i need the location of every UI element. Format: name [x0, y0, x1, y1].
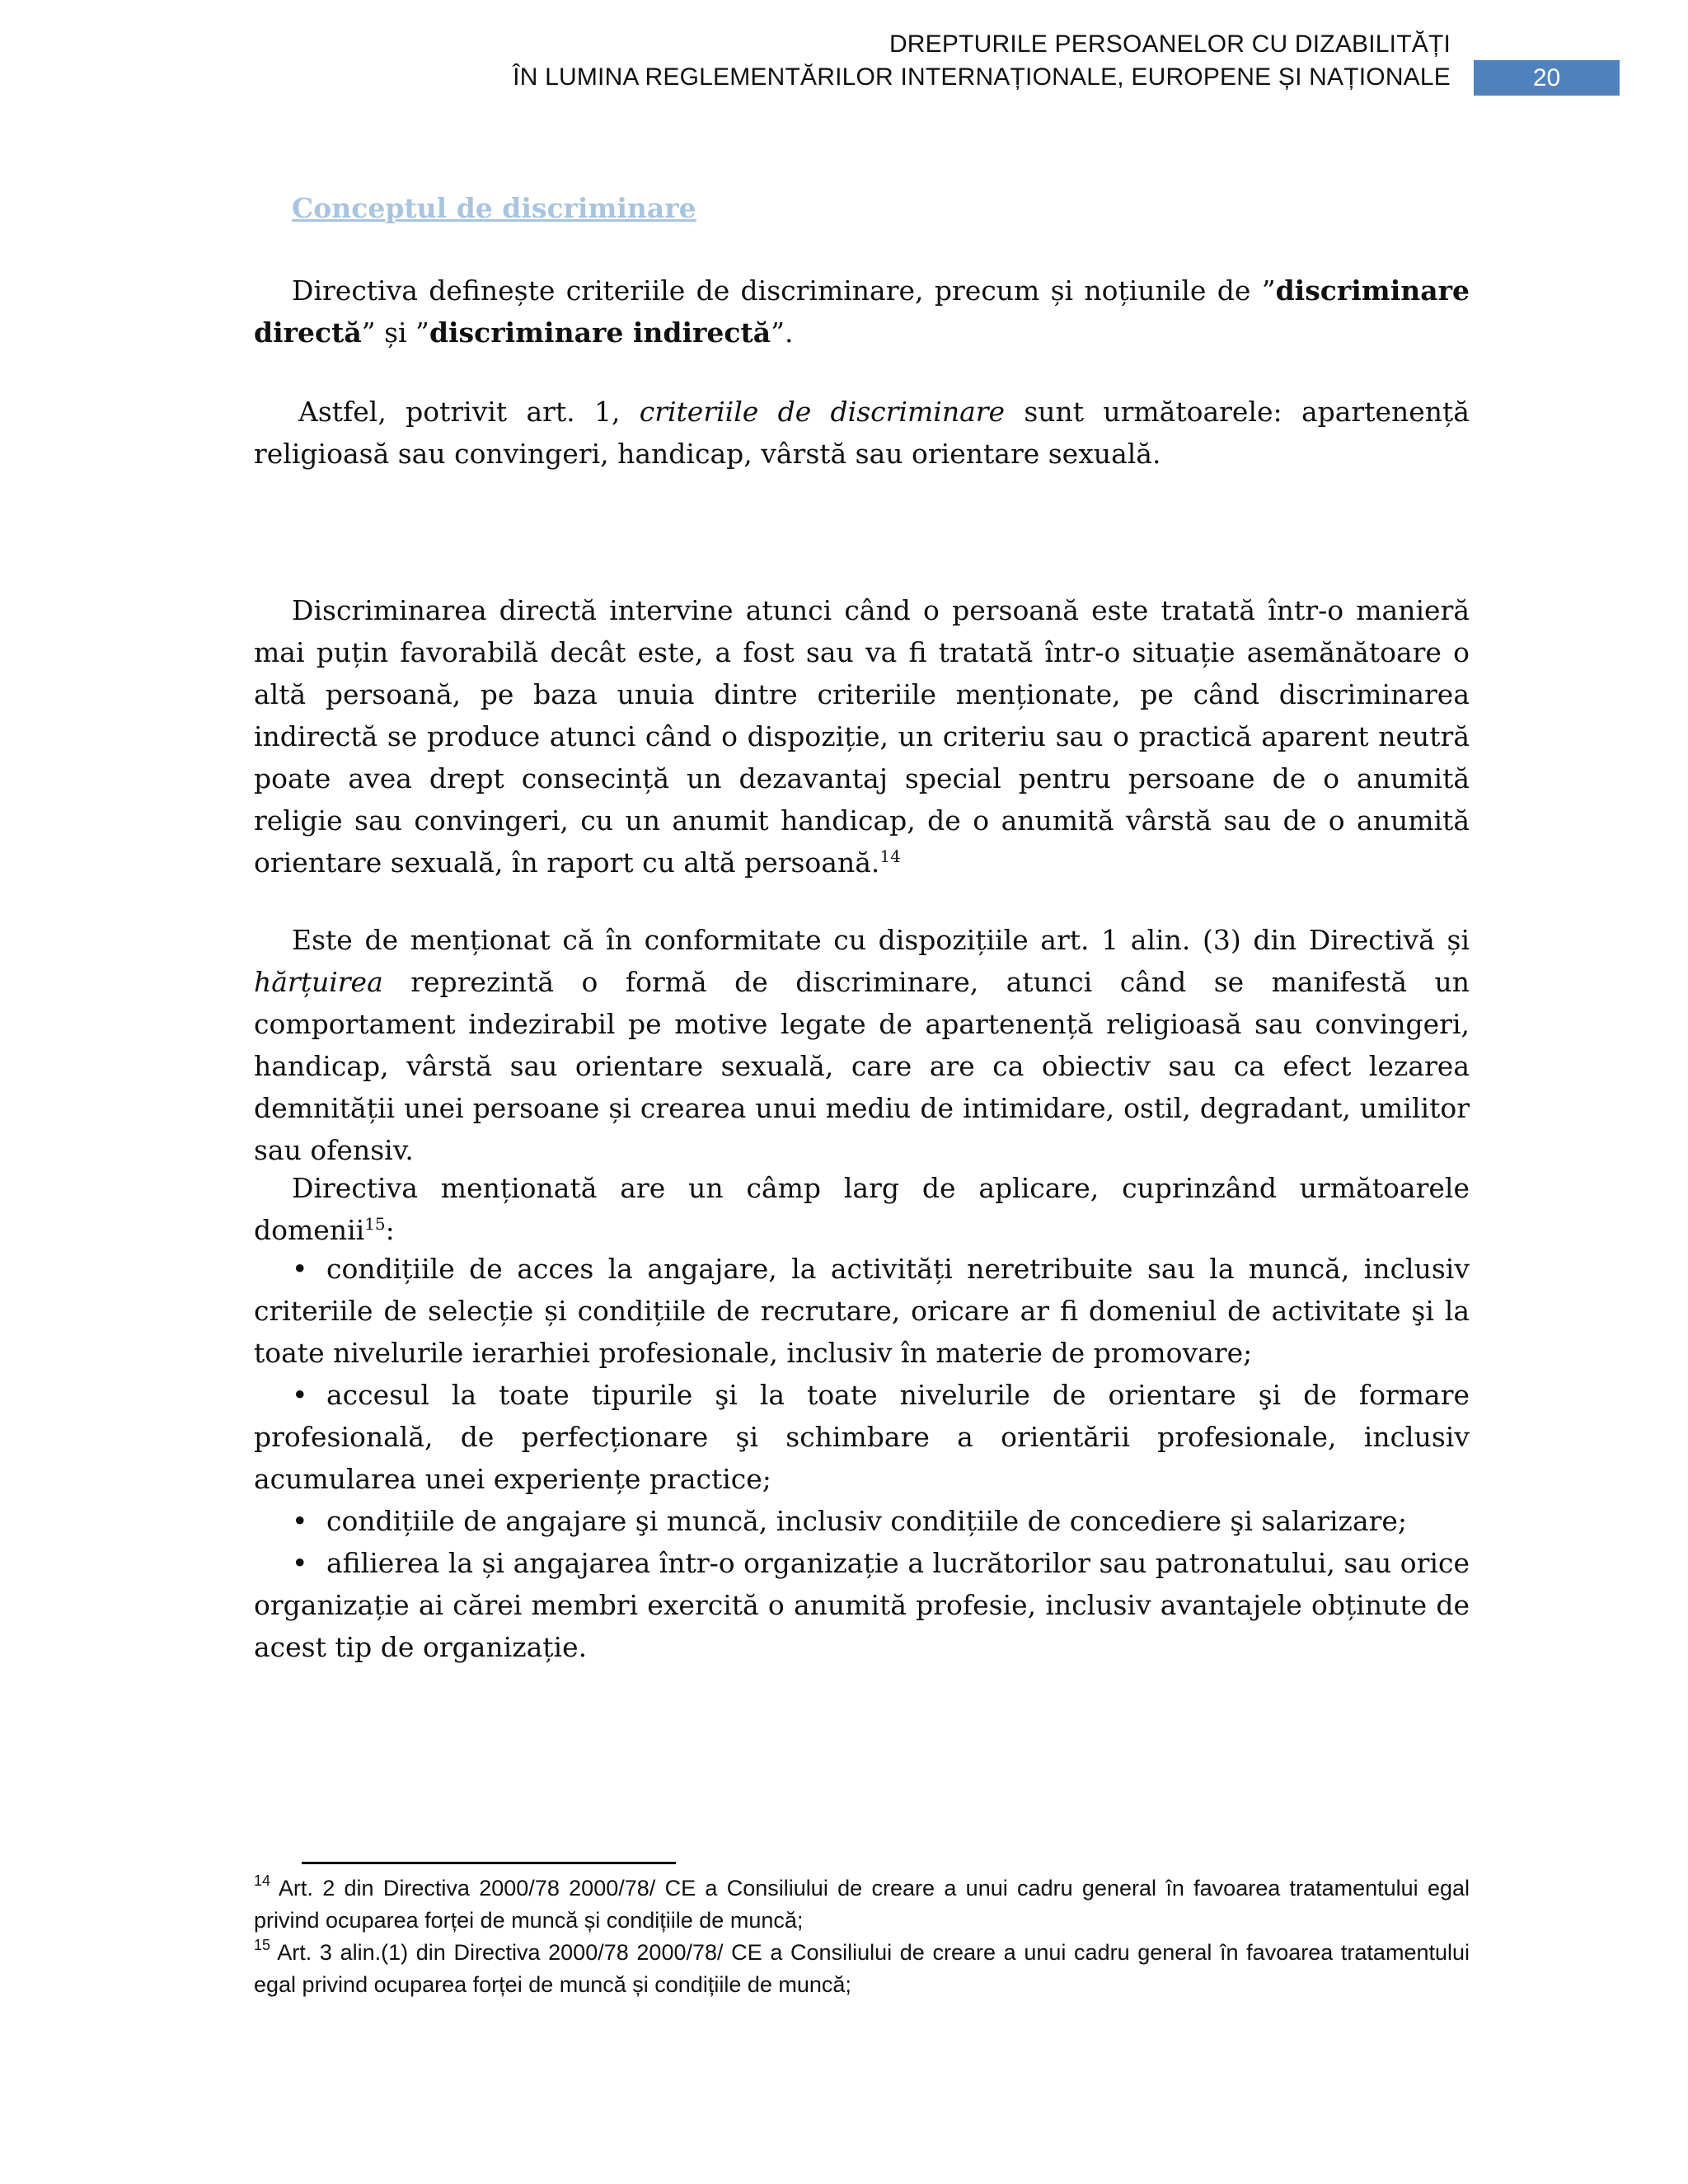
p2-italic-criteria: criteriile de discriminare	[639, 396, 1006, 428]
footnote-14	[254, 1872, 1470, 1937]
paragraph-direct-indirect	[254, 589, 1470, 883]
bullet-3-text: condițiile de angajare şi muncă, inclusiv condițiile de concediere şi salarizare;	[326, 1505, 1408, 1537]
p1-text-3: ”.	[771, 316, 794, 349]
p5-tail: :	[385, 1214, 395, 1246]
footnote-14-number: 14	[254, 1872, 271, 1889]
footnote-15-text: Art. 3 alin.(1) din Directiva 2000/78 2000/78/ CE a Consiliului de creare a unui cadru general în favoarea tratamentului egal privind ocuparea forței de muncă și condițiile de muncă;	[254, 1940, 1470, 1997]
p2-text-1: Astfel, potrivit art. 1,	[298, 396, 640, 428]
paragraph-harassment	[254, 919, 1470, 1171]
bullet-list	[254, 1248, 1470, 1668]
footnote-15	[254, 1937, 1470, 2001]
running-header-line-1: DREPTURILE PERSOANELOR CU DIZABILITĂȚI	[889, 30, 1451, 58]
list-item	[254, 1542, 1470, 1668]
p1-text-2: ” și ”	[361, 316, 429, 349]
list-item	[254, 1374, 1470, 1500]
footnote-ref-15[interactable]: 15	[364, 1214, 386, 1234]
bullet-icon: •	[292, 1547, 308, 1579]
bullet-icon: •	[292, 1505, 308, 1537]
section-heading-link[interactable]: Conceptul de discriminare	[292, 192, 696, 224]
paragraph-criteria	[254, 391, 1470, 475]
footnote-separator	[302, 1862, 676, 1864]
bullet-4-text: afilierea la și angajarea într-o organizație a lucrătorilor sau patronatului, sau orice organizație ai cărei membri exercită o anumită profesie, inclusiv avantajele obținute de acest tip de organizație.	[254, 1547, 1470, 1663]
p1-text-1: Directiva definește criteriile de discriminare, precum și noțiunile de ”	[292, 274, 1276, 307]
p3-text: Discriminarea directă intervine atunci când o persoană este tratată într-o manieră mai puțin favorabilă decât este, a fost sau va fi tratată într-o situație asemănătoare o altă persoană, pe baza unuia dintre criteriile menționate, pe când discriminarea indirectă se produce atunci când o dispoziție, un criteriu sau o practică aparent neutră poate avea drept consecință un dezavantaj special pentru persoane de o anumită religie sau convingeri, cu un anumit handicap, de o anumită vârstă sau de o anumită orientare sexuală, în raport cu altă persoană.	[254, 594, 1470, 879]
footnote-15-number: 15	[254, 1937, 271, 1953]
footnote-ref-14[interactable]: 14	[879, 846, 901, 866]
p4-text-1: Este de menționat că în conformitate cu dispozițiile art. 1 alin. (3) din Directivă și	[292, 924, 1470, 956]
p4-italic-harassment: hărțuirea	[254, 966, 383, 998]
paragraph-definitions	[254, 269, 1470, 354]
p2-text-2: sunt următoarele: apartenență religioasă sau convingeri, handicap, vârstă sau orientare sexuală.	[254, 396, 1470, 470]
bullet-icon: •	[292, 1379, 308, 1411]
list-item	[254, 1500, 1470, 1542]
bullet-1-text: condițiile de acces la angajare, la activități neretribuite sau la muncă, inclusiv criteriile de selecție și condițiile de recrutare, oricare ar fi domeniul de activitate şi la toate nivelurile ierarhiei profesionale, inclusiv în materie de promovare;	[254, 1253, 1470, 1369]
running-header-line-2: ÎN LUMINA REGLEMENTĂRILOR INTERNAȚIONALE, EUROPENE ȘI NAȚIONALE	[513, 63, 1451, 91]
p4-text-2: reprezintă o formă de discriminare, atunci când se manifestă un comportament indezirabil pe motive legate de apartenență religioasă sau convingeri, handicap, vârstă sau orientare sexuală, care are ca obiectiv sau ca efect lezarea demnității unei persoane și crearea unui mediu de intimidare, ostil, degradant, umilitor sau ofensiv.	[254, 966, 1470, 1166]
paragraph-scope	[254, 1167, 1470, 1251]
page-number-badge: 20	[1474, 60, 1620, 96]
p1-bold-direct: discriminare directă	[254, 274, 1470, 349]
bullet-2-text: accesul la toate tipurile şi la toate nivelurile de orientare şi de formare profesională, de perfecționare şi schimbare a orientării profesionale, inclusiv acumularea unei experiențe practice;	[254, 1379, 1470, 1495]
p1-bold-indirect: discriminare indirectă	[429, 316, 771, 349]
list-item	[254, 1248, 1470, 1374]
bullet-icon: •	[292, 1253, 308, 1285]
footnote-14-text: Art. 2 din Directiva 2000/78 2000/78/ CE a Consiliului de creare a unui cadru general în favoarea tratamentului egal privind ocuparea forței de muncă și condițiile de muncă;	[254, 1876, 1470, 1933]
p5-text: Directiva menționată are un câmp larg de aplicare, cuprinzând următoarele domenii	[254, 1172, 1470, 1246]
